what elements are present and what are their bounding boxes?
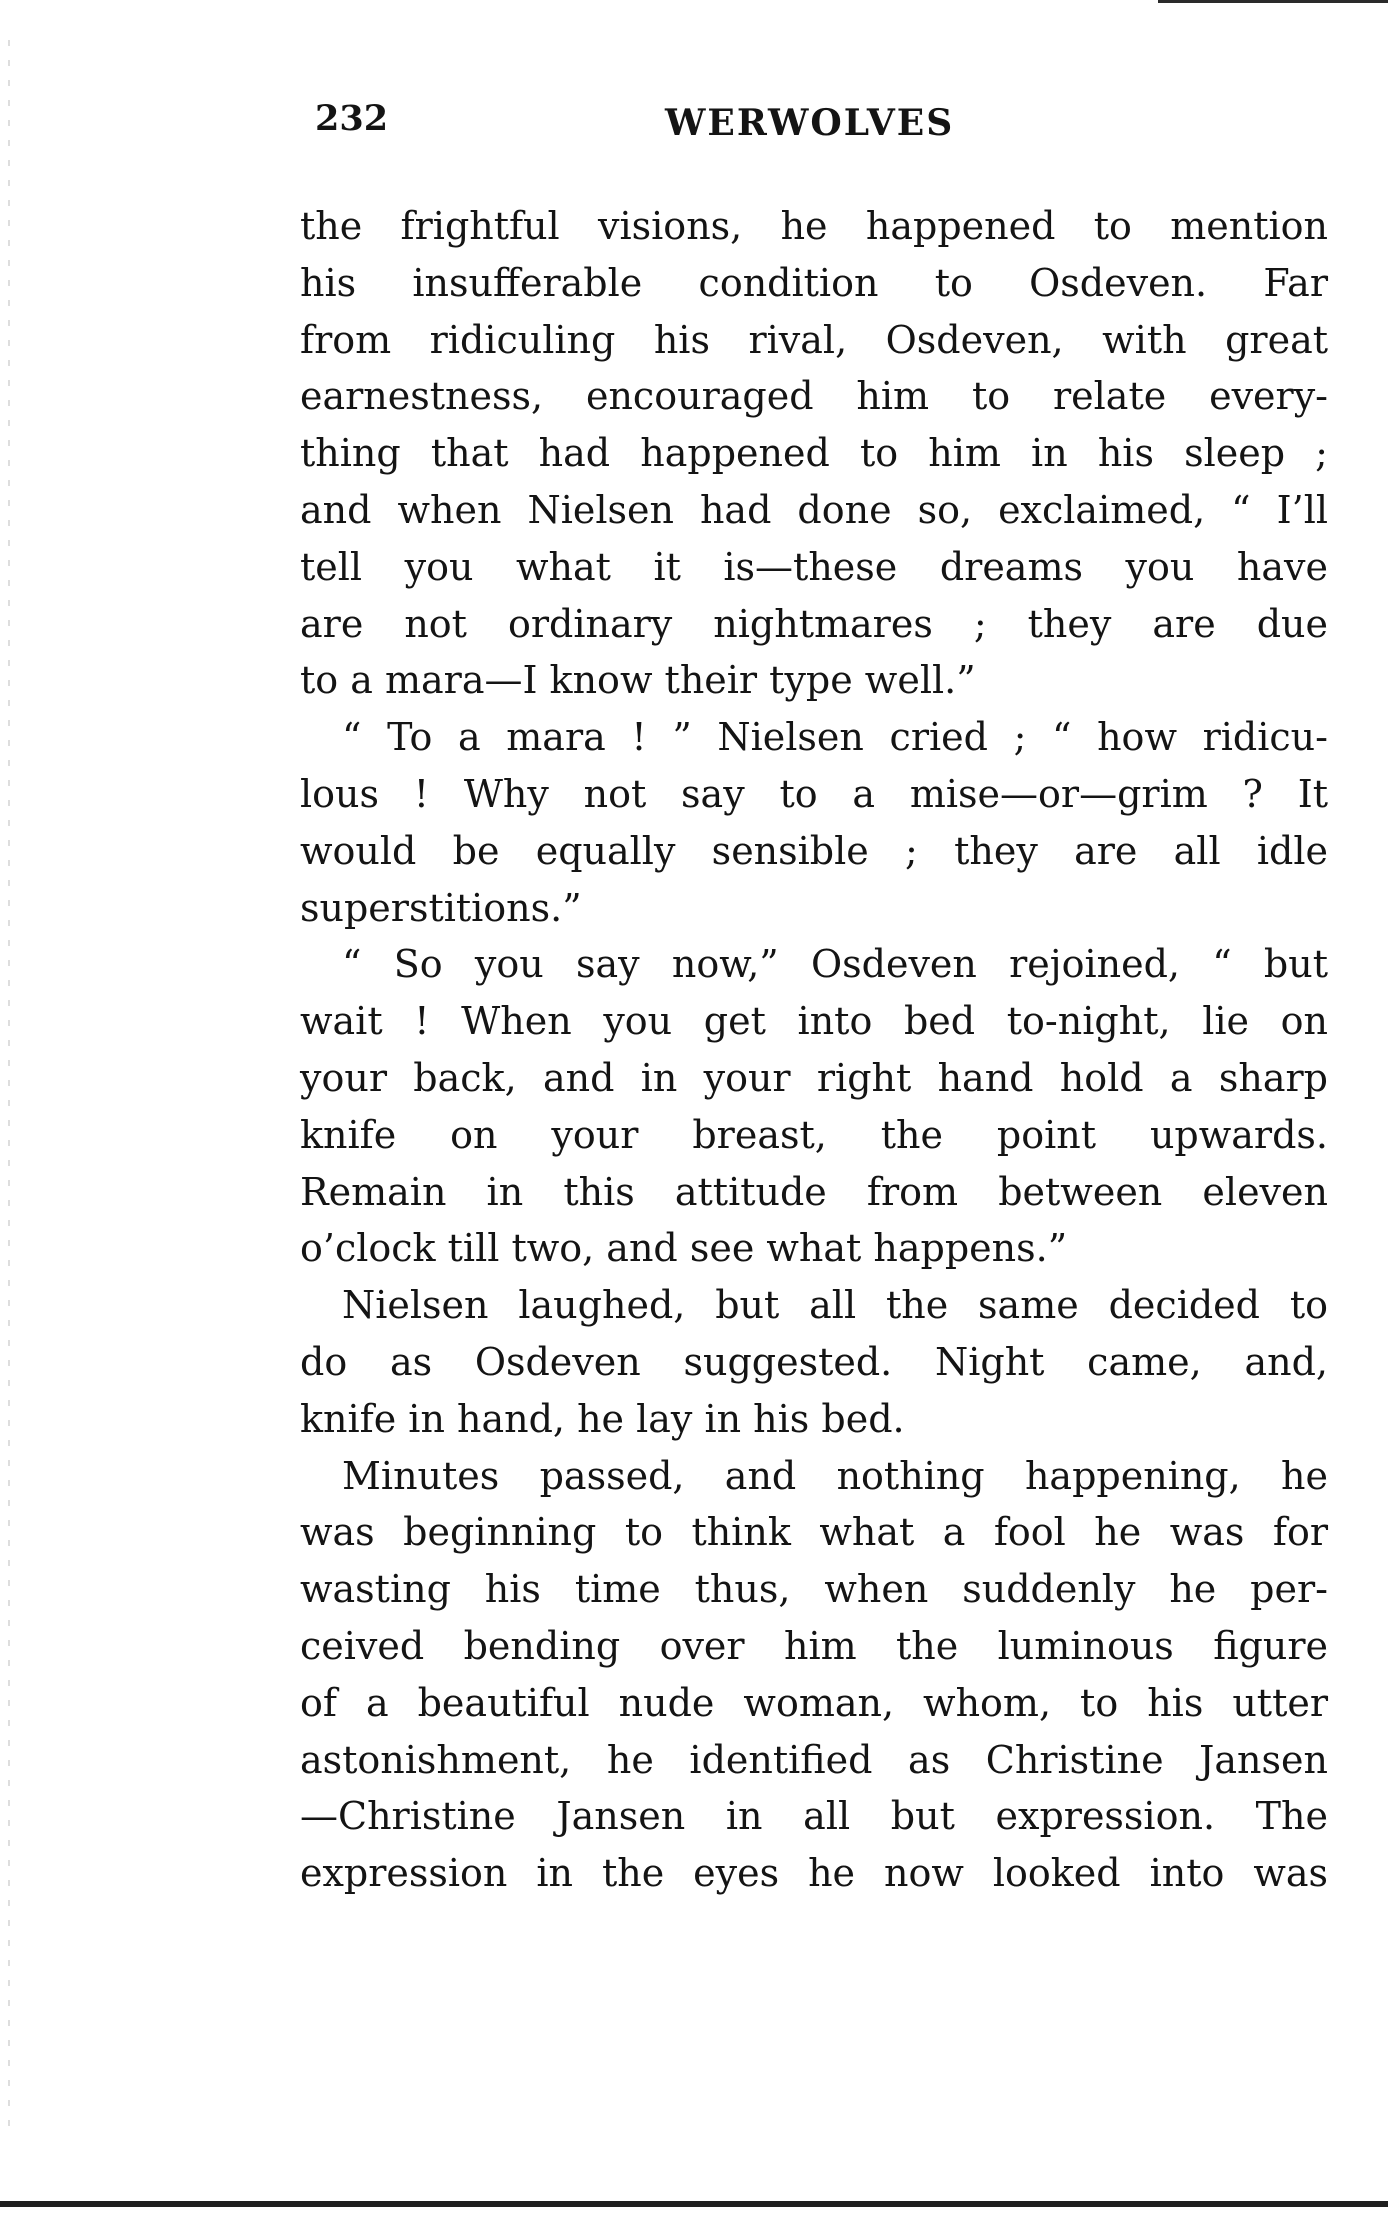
- text-line: was beginning to think what a fool he was for: [300, 1510, 1328, 1555]
- text-line: expression in the eyes he now looked into was: [300, 1851, 1328, 1896]
- text-line: are not ordinary nightmares ; they are due: [300, 601, 1328, 646]
- text-line: and when Nielsen had done so, exclaimed, “ I’ll: [300, 487, 1328, 532]
- text-line: wait ! When you get into bed to-night, lie on: [300, 999, 1328, 1044]
- text-line: Minutes passed, and nothing happening, he: [342, 1453, 1328, 1498]
- page-header: [315, 98, 1335, 158]
- text-line: from ridiculing his rival, Osdeven, with great: [300, 317, 1328, 362]
- text-line: the frightful visions, he happened to mention: [300, 204, 1328, 248]
- text-line: your back, and in your right hand hold a sharp: [300, 1055, 1328, 1100]
- text-line: astonishment, he identified as Christine Jansen: [300, 1737, 1328, 1782]
- text-line: knife on your breast, the point upwards.: [300, 1112, 1328, 1157]
- text-line: Remain in this attitude from between eleven: [300, 1169, 1328, 1214]
- text-line: earnestness, encouraged him to relate every-: [300, 374, 1328, 419]
- running-title: WERWOLVES: [665, 102, 955, 144]
- text-line: would be equally sensible ; they are all idle: [300, 828, 1328, 873]
- text-line: tell you what it is—these dreams you have: [300, 544, 1328, 589]
- text-line: of a beautiful nude woman, whom, to his utter: [300, 1680, 1328, 1725]
- text-line: his insufferable condition to Osdeven. Far: [300, 260, 1328, 305]
- text-line: —Christine Jansen in all but expression. The: [300, 1794, 1328, 1839]
- text-line: “ So you say now,” Osdeven rejoined, “ but: [342, 942, 1328, 987]
- text-line: to a mara—I know their type well.”: [300, 658, 976, 703]
- text-line: superstitions.”: [300, 885, 582, 930]
- top-edge-mark: [1158, 0, 1388, 3]
- text-line: knife in hand, he lay in his bed.: [300, 1396, 905, 1441]
- body-text: [300, 198, 1328, 1902]
- text-line: lous ! Why not say to a mise—or—grim ? It: [300, 771, 1328, 816]
- text-line: wasting his time thus, when suddenly he per-: [300, 1567, 1328, 1612]
- text-line: Nielsen laughed, but all the same decided to: [342, 1283, 1328, 1328]
- page-number: 232: [315, 98, 389, 139]
- bottom-edge-mark: [0, 2201, 1388, 2207]
- text-line: do as Osdeven suggested. Night came, and,: [300, 1339, 1328, 1384]
- text-line: o’clock till two, and see what happens.”: [300, 1226, 1068, 1271]
- page-edge-shadow: [8, 40, 10, 2140]
- text-line: thing that had happened to him in his sleep ;: [300, 431, 1328, 476]
- text-line: “ To a mara ! ” Nielsen cried ; “ how ridicu-: [342, 715, 1328, 760]
- text-line: ceived bending over him the luminous figure: [300, 1623, 1328, 1668]
